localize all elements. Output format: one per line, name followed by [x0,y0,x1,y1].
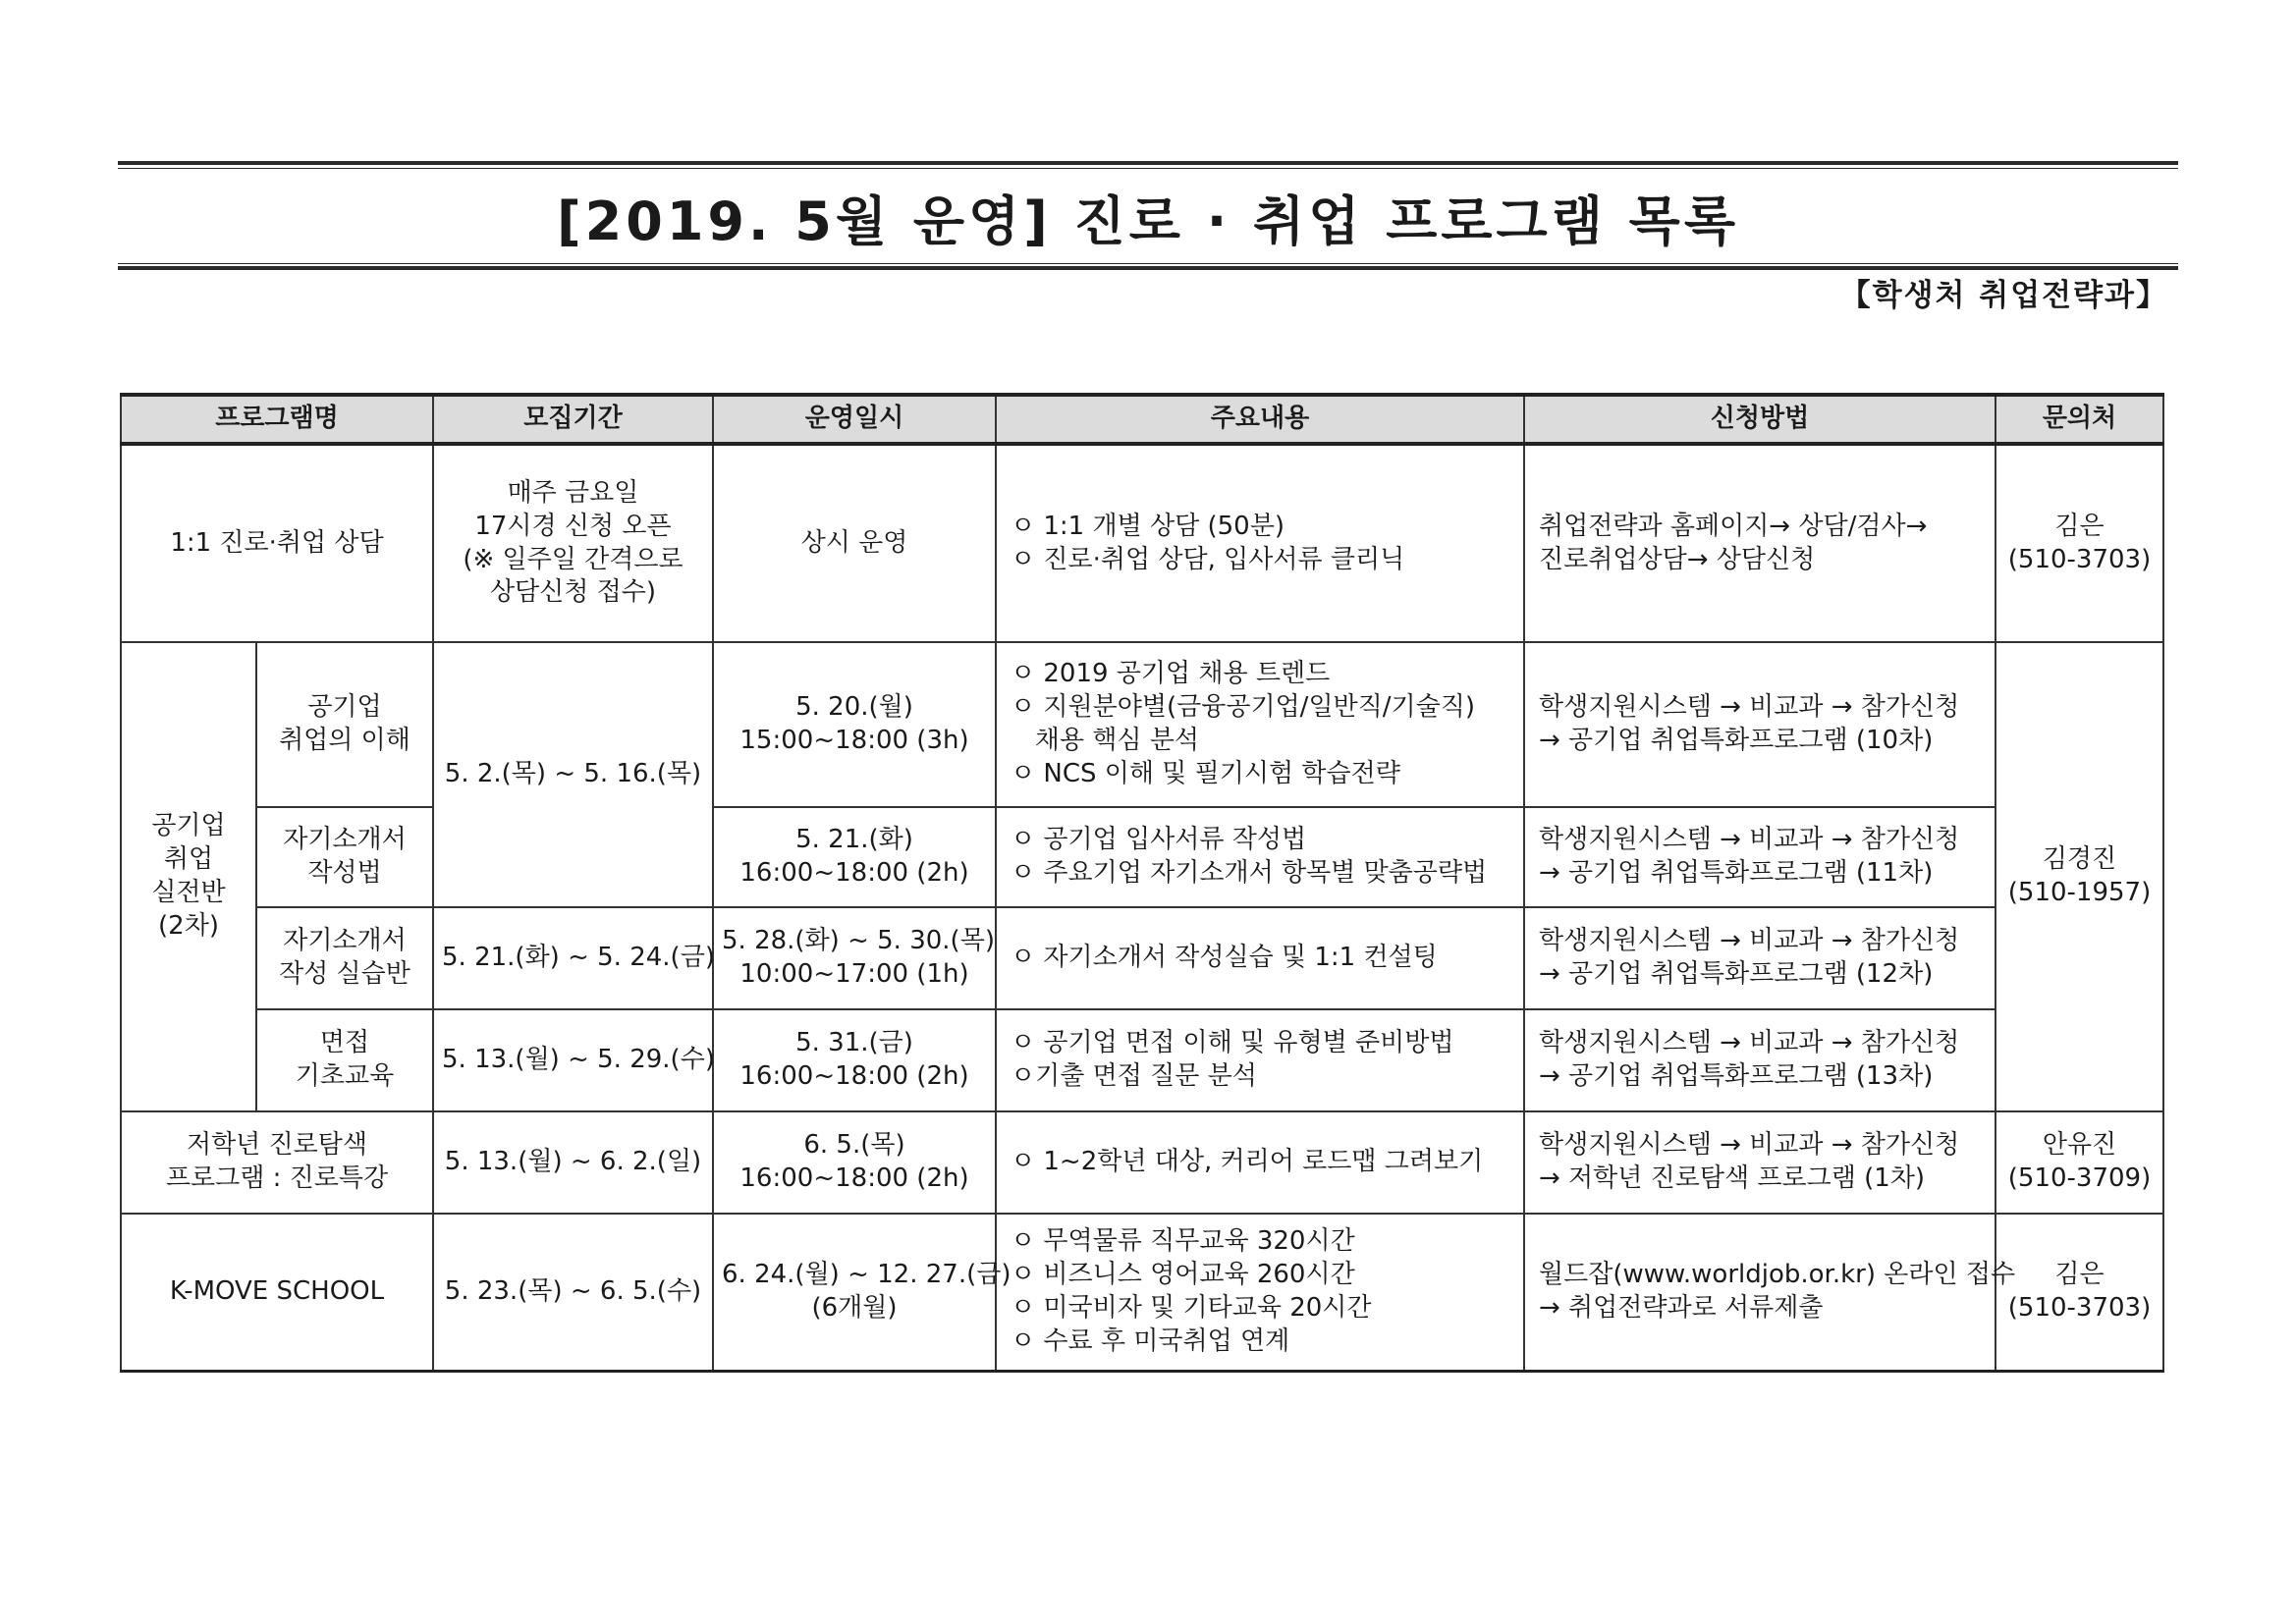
schedule: 6. 24.(월) ~ 12. 27.(금) (6개월) [713,1214,996,1371]
header-apply: 신청방법 [1524,395,1995,444]
table-row [121,1009,2163,1111]
content: ㅇ 1:1 개별 상담 (50분) ㅇ 진로·취업 상담, 입사서류 클리닉 [996,444,1524,642]
apply-method: 취업전략과 홈페이지→ 상담/검사→ 진로취업상담→ 상담신청 [1524,444,1995,642]
table-row [121,807,2163,907]
header-schedule: 운영일시 [713,395,996,444]
table-row [121,642,2163,807]
table-row [121,1214,2163,1371]
schedule: 5. 31.(금) 16:00~18:00 (2h) [713,1009,996,1111]
program-group: 공기업 취업 실전반 (2차) [121,642,256,1111]
schedule: 5. 28.(화) ~ 5. 30.(목) 10:00~17:00 (1h) [713,907,996,1009]
period: 5. 23.(목) ~ 6. 5.(수) [433,1214,713,1371]
apply-method: 학생지원시스템 → 비교과 → 참가신청 → 공기업 취업특화프로그램 (12차) [1524,907,1995,1009]
table-row [121,1111,2163,1214]
apply-method: 학생지원시스템 → 비교과 → 참가신청 → 공기업 취업특화프로그램 (13차) [1524,1009,1995,1111]
content: ㅇ 1~2학년 대상, 커리어 로드맵 그려보기 [996,1111,1524,1214]
table-row [121,907,2163,1009]
sub-program-name: 자기소개서 작성 실습반 [256,907,433,1009]
header-row [121,395,2163,444]
period: 5. 13.(월) ~ 5. 29.(수) [433,1009,713,1111]
period: 매주 금요일 17시경 신청 오픈 (※ 일주일 간격으로 상담신청 접수) [433,444,713,642]
sub-program-name: 면접 기초교육 [256,1009,433,1111]
content: ㅇ 무역물류 직무교육 320시간 ㅇ 비즈니스 영어교육 260시간 ㅇ 미국비자 및 기타교육 20시간 ㅇ 수료 후 미국취업 연계 [996,1214,1524,1371]
page-title: [2019. 5월 운영] 진로 · 취업 프로그램 목록 [557,190,1739,252]
program-name: 저학년 진로탐색 프로그램 : 진로특강 [121,1111,433,1214]
content: ㅇ 2019 공기업 채용 트렌드 ㅇ 지원분야별(금융공기업/일반직/기술직) 채용 핵심 분석 ㅇ NCS 이해 및 필기시험 학습전략 [996,642,1524,807]
content: ㅇ 공기업 입사서류 작성법 ㅇ 주요기업 자기소개서 항목별 맞춤공략법 [996,807,1524,907]
content: ㅇ 자기소개서 작성실습 및 1:1 컨설팅 [996,907,1524,1009]
content: ㅇ 공기업 면접 이해 및 유형별 준비방법 ㅇ기출 면접 질문 분석 [996,1009,1524,1111]
program-name: 1:1 진로·취업 상담 [121,444,433,642]
schedule: 5. 20.(월) 15:00~18:00 (3h) [713,642,996,807]
department-label: 【학생처 취업전략과】 [1839,278,2168,313]
schedule: 5. 21.(화) 16:00~18:00 (2h) [713,807,996,907]
bottom-rule-thin [118,263,2178,264]
apply-method: 학생지원시스템 → 비교과 → 참가신청 → 공기업 취업특화프로그램 (11차) [1524,807,1995,907]
contact: 안유진 (510-3709) [1995,1111,2163,1214]
period: 5. 2.(목) ~ 5. 16.(목) [433,642,713,907]
header-period: 모집기간 [433,395,713,444]
period: 5. 21.(화) ~ 5. 24.(금) [433,907,713,1009]
top-rule-thick [118,161,2178,165]
apply-method: 학생지원시스템 → 비교과 → 참가신청 → 공기업 취업특화프로그램 (10차) [1524,642,1995,807]
table-row [121,444,2163,642]
period: 5. 13.(월) ~ 6. 2.(일) [433,1111,713,1214]
header-contact: 문의처 [1995,395,2163,444]
program-name: K-MOVE SCHOOL [121,1214,433,1371]
apply-method: 학생지원시스템 → 비교과 → 참가신청 → 저학년 진로탐색 프로그램 (1차) [1524,1111,1995,1214]
contact: 김은 (510-3703) [1995,1214,2163,1371]
contact: 김경진 (510-1957) [1995,642,2163,1111]
header-program-name: 프로그램명 [121,395,433,444]
program-table [120,393,2164,1373]
sub-program-name: 자기소개서 작성법 [256,807,433,907]
contact: 김은 (510-3703) [1995,444,2163,642]
top-rule-thin [118,168,2178,169]
sub-program-name: 공기업 취업의 이해 [256,642,433,807]
header-content: 주요내용 [996,395,1524,444]
schedule: 6. 5.(목) 16:00~18:00 (2h) [713,1111,996,1214]
apply-method: 월드잡(www.worldjob.or.kr) 온라인 접수 → 취업전략과로 서류제출 [1524,1214,1995,1371]
schedule: 상시 운영 [713,444,996,642]
